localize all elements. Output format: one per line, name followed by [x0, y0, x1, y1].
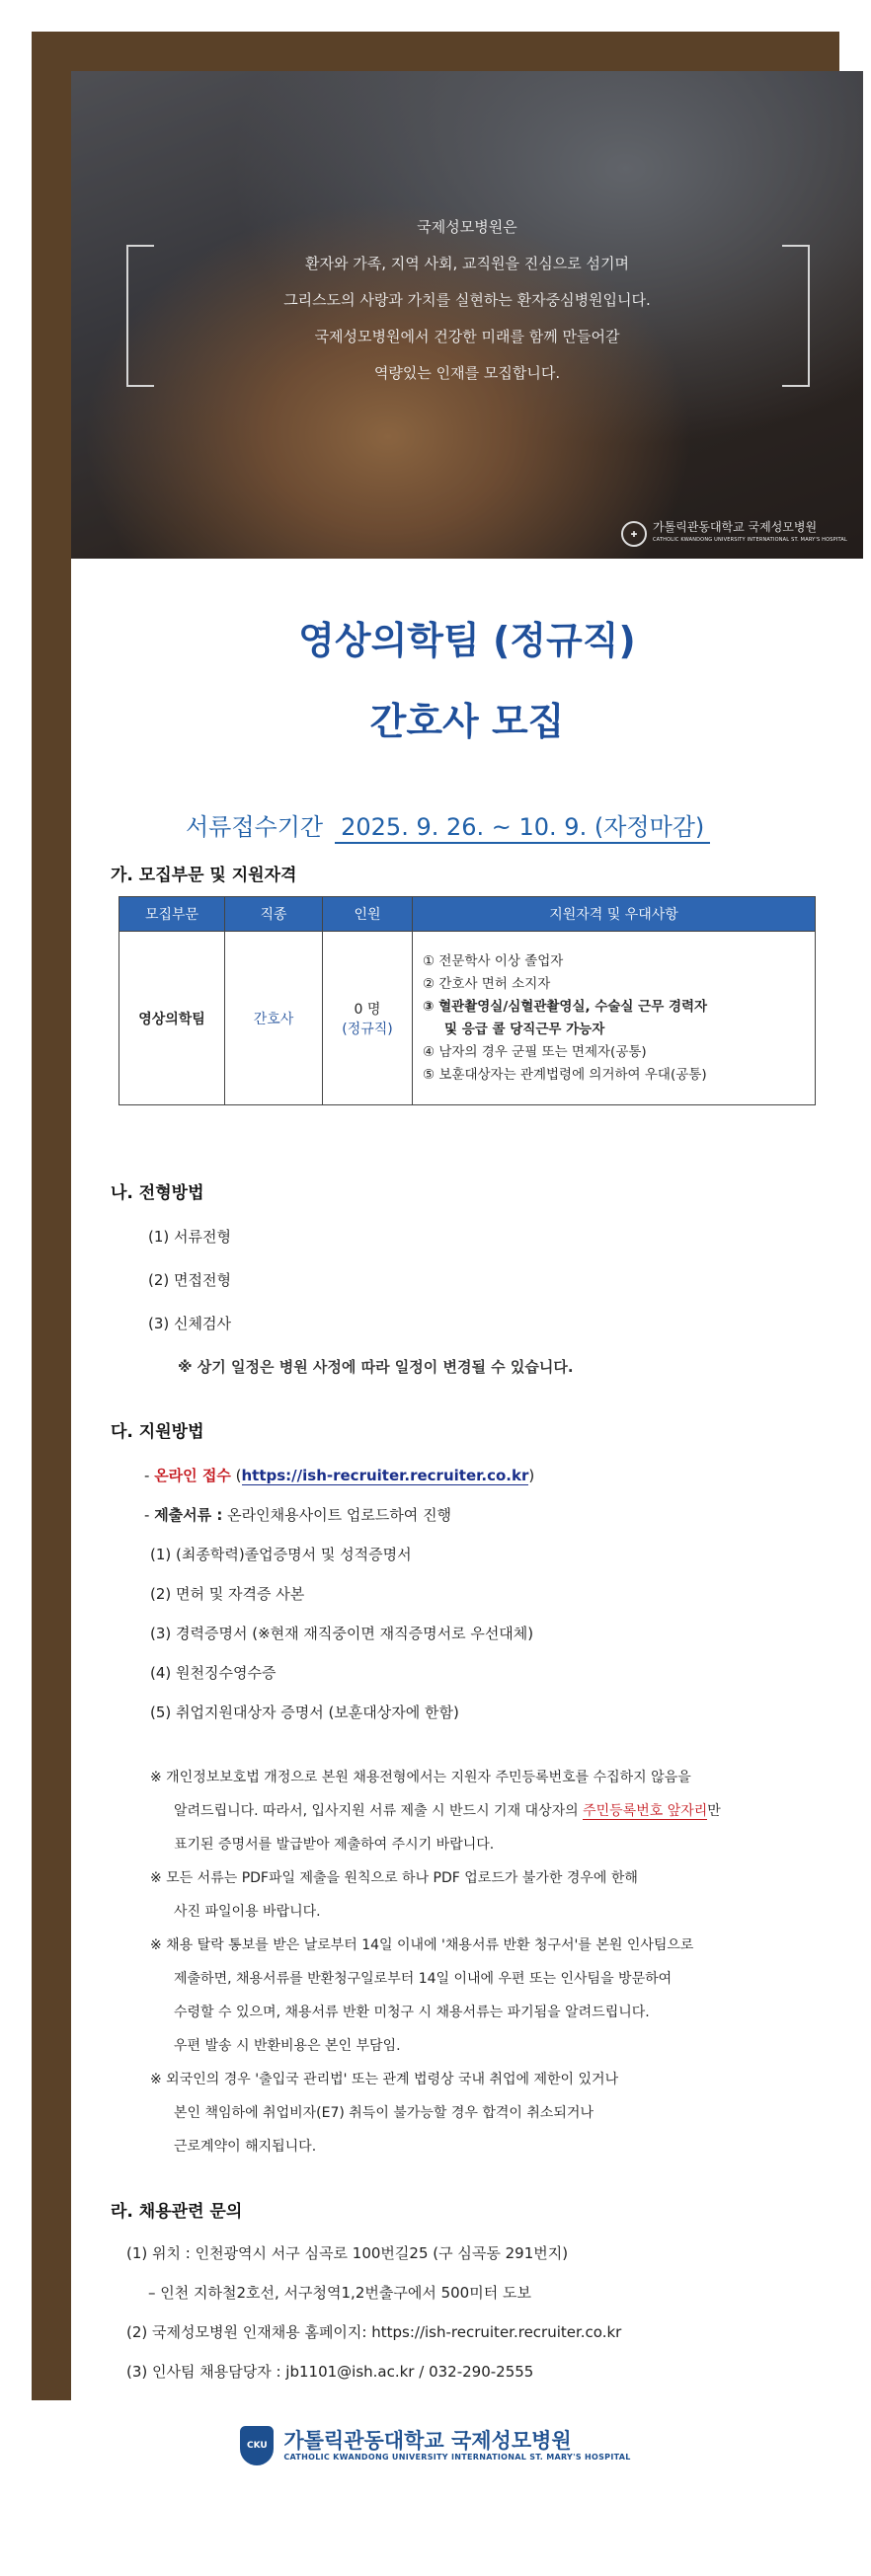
hero-logo: ✚ 가톨릭관동대학교 국제성모병원 CATHOLIC KWANDONG UNIVERSITY INTERNATIONAL ST. MARY'S HOSPITAL [621, 521, 847, 547]
step-2: (2) 면접전형 [148, 1271, 231, 1289]
count-cell: 0 명 (정규직) [323, 932, 413, 1105]
right-bracket [782, 245, 810, 387]
online-apply: - 온라인 접수 (https://ish-recruiter.recruiter.co.kr) [144, 1467, 535, 1484]
section-b-heading: 나. 전형방법 [111, 1183, 204, 1203]
step-3: (3) 신체검사 [148, 1315, 231, 1332]
doc-5: (5) 취업지원대상자 증명서 (보훈대상자에 한함) [150, 1704, 459, 1721]
hero-message: 국제성모병원은 환자와 가족, 지역 사회, 교직원을 진심으로 섬기며 그리스도의 사랑과 가치를 실현하는 환자중심병원입니다. 국제성모병원에서 건강한 미래를 함께 만들어갈 역량있는 인재를 모집합니다. [283, 218, 651, 382]
left-bracket [126, 245, 154, 387]
foreigner-note: ※ 외국인의 경우 '출입국 관리법' 또는 관계 법령상 국내 취업에 제한이 있거나 본인 책임하에 취업비자(E7) 취득이 불가능할 경우 합격이 취소되거나 근로계약이 해지됩니다. [150, 2072, 619, 2155]
doc-2: (2) 면허 및 자격증 사본 [150, 1585, 305, 1603]
contact-directions: – 인천 지하철2호선, 서구청역1,2번출구에서 500미터 도보 [148, 2284, 531, 2302]
submit-docs: - 제출서류 : 온라인채용사이트 업로드하여 진행 [144, 1506, 452, 1524]
doc-4: (4) 원천징수영수증 [150, 1664, 277, 1682]
hospital-seal-icon: ✚ [621, 521, 647, 547]
schedule-note: ※ 상기 일정은 병원 사정에 따라 일정이 변경될 수 있습니다. [178, 1358, 574, 1376]
poster-body [71, 71, 863, 2424]
application-period: 서류접수기간 2025. 9. 26. ~ 10. 9. (자정마감) [186, 807, 710, 844]
contact-location: (1) 위치 : 인천광역시 서구 심곡로 100번길25 (구 심곡동 291번지) [126, 2244, 569, 2262]
dept-cell: 영상의학팀 [119, 932, 225, 1105]
requirements-table: 모집부문 직종 인원 지원자격 및 우대사항 영상의학팀 간호사 0 명 (정규직) ① 전문학사 이상 졸업자 ② 간호사 면허 소지자 ③ 혈관촬영실/심혈관촬영실, 수술실 근무 경력자 및 응급 콜 당직근무 가능자 ④ 남자의 경우 군필 또는 면제자(공통) ⑤ 보훈대상자는 관계법령에 의거하여 우대(공통) [119, 896, 816, 1105]
pdf-note: ※ 모든 서류는 PDF파일 제출을 원칙으로 하나 PDF 업로드가 불가한 경우에 한해 사진 파일이용 바랍니다. [150, 1870, 638, 1920]
contact-hr: (3) 인사팀 채용담당자 : jb1101@ish.ac.kr / 032-290-2555 [126, 2363, 534, 2381]
contact-homepage: (2) 국제성모병원 인재채용 홈페이지: https://ish-recruiter.recruiter.co.kr [126, 2323, 622, 2341]
footer-logo: CKU 가톨릭관동대학교 국제성모병원 CATHOLIC KWANDONG UNIVERSITY INTERNATIONAL ST. MARY'S HOSPITAL [0, 2426, 871, 2465]
title-line-2: 간호사 모집 [369, 700, 565, 743]
section-c-heading: 다. 지원방법 [111, 1422, 204, 1442]
job-cell: 간호사 [225, 932, 323, 1105]
section-a-heading: 가. 모집부문 및 지원자격 [111, 866, 297, 885]
privacy-note: ※ 개인정보보호법 개정으로 본원 채용전형에서는 지원자 주민등록번호를 수집하지 않음을 알려드립니다. 따라서, 입사지원 서류 제출 시 반드시 기재 대상자의 주민등록번호 앞자리만 표기된 증명서를 발급받아 제출하여 주시기 바랍니다. [150, 1770, 721, 1853]
period-dates: 2025. 9. 26. ~ 10. 9. (자정마감) [335, 807, 710, 844]
step-1: (1) 서류전형 [148, 1228, 231, 1246]
doc-3: (3) 경력증명서 (※현재 재직중이면 재직증명서로 우선대체) [150, 1625, 534, 1642]
doc-1: (1) (최종학력)졸업증명서 및 성적증명서 [150, 1546, 412, 1563]
cku-seal-icon: CKU [240, 2426, 274, 2465]
title-line-1: 영상의학팀 (정규직) [298, 619, 636, 662]
recruit-site-link[interactable]: https://ish-recruiter.recruiter.co.kr [241, 1467, 529, 1484]
hero-banner [71, 71, 863, 559]
qualifications-cell: ① 전문학사 이상 졸업자 ② 간호사 면허 소지자 ③ 혈관촬영실/심혈관촬영실, 수술실 근무 경력자 및 응급 콜 당직근무 가능자 ④ 남자의 경우 군필 또는 면제자(공통) ⑤ 보훈대상자는 관계법령에 의거하여 우대(공통) [413, 932, 816, 1105]
return-note: ※ 채용 탈락 통보를 받은 날로부터 14일 이내에 '채용서류 반환 청구서'를 본원 인사팀으로 제출하면, 채용서류를 반환청구일로부터 14일 이내에 우편 또는 인사팀을 방문하여 수령할 수 있으며, 채용서류 반환 미청구 시 채용서류는 파기됨을 알려드립니다. 우편 발송 시 반환비용은 본인 부담임. [150, 1937, 694, 2054]
poster-frame [32, 32, 847, 2400]
section-d-heading: 라. 채용관련 문의 [111, 2202, 243, 2222]
